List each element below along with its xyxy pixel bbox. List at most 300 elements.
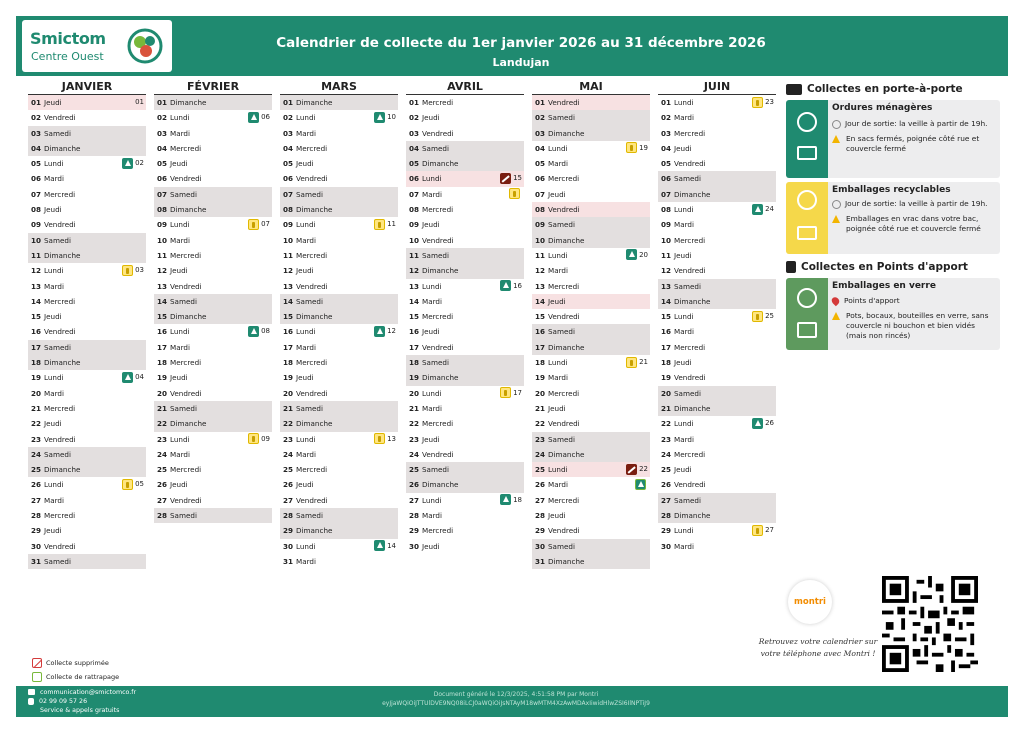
collection-badge — [248, 218, 270, 230]
week-number: 27 — [765, 526, 774, 535]
day-row — [154, 477, 272, 492]
day-weekday: Mercredi — [674, 235, 706, 245]
day-row — [532, 110, 650, 125]
day-number: 23 — [661, 434, 672, 444]
day-weekday: Mercredi — [170, 465, 202, 475]
day-number: 30 — [661, 541, 672, 551]
day-weekday: Lundi — [674, 526, 694, 536]
day-weekday: Samedi — [296, 403, 323, 413]
day-row — [406, 309, 524, 324]
day-number: 17 — [157, 342, 168, 352]
month-column — [532, 80, 650, 569]
day-weekday: Vendredi — [548, 312, 580, 322]
day-number: 24 — [661, 449, 672, 459]
day-row — [280, 401, 398, 416]
day-row — [28, 416, 146, 431]
day-weekday: Mercredi — [296, 250, 328, 260]
day-number: 11 — [157, 250, 168, 260]
logo-line1: Smictom — [30, 29, 106, 48]
household-waste-icon — [122, 158, 133, 169]
recycling-icon — [248, 219, 259, 230]
day-weekday: Samedi — [170, 511, 197, 521]
day-row — [532, 462, 650, 477]
day-number: 28 — [661, 511, 672, 521]
day-row — [658, 279, 776, 294]
day-number: 02 — [661, 113, 672, 123]
verre-card — [786, 278, 1000, 350]
day-row — [532, 248, 650, 263]
day-weekday: Mardi — [296, 556, 316, 566]
day-number: 26 — [157, 480, 168, 490]
week-number: 23 — [765, 98, 774, 106]
day-row — [658, 340, 776, 355]
day-weekday: Jeudi — [674, 358, 692, 368]
day-number: 04 — [157, 143, 168, 153]
day-row — [532, 416, 650, 431]
day-row — [28, 156, 146, 171]
day-number: 02 — [409, 113, 420, 123]
day-number: 25 — [31, 465, 42, 475]
recycling-icon — [248, 433, 259, 444]
day-weekday: Dimanche — [674, 296, 711, 306]
day-row — [280, 294, 398, 309]
day-number: 19 — [283, 373, 294, 383]
day-weekday: Mercredi — [44, 403, 76, 413]
day-number: 21 — [283, 403, 294, 413]
day-number: 04 — [31, 143, 42, 153]
week-number: 12 — [387, 327, 396, 336]
footer-email[interactable]: communication@smictomco.fr — [40, 689, 137, 696]
day-number: 03 — [661, 128, 672, 138]
leaf-logo-icon — [126, 27, 164, 65]
day-weekday: Lundi — [422, 174, 442, 184]
collection-badge — [752, 310, 774, 322]
day-number: 08 — [31, 205, 42, 215]
day-row — [658, 539, 776, 554]
household-waste-icon — [626, 249, 637, 260]
day-number: 24 — [535, 449, 546, 459]
day-number: 18 — [661, 358, 672, 368]
day-row — [28, 386, 146, 401]
day-number: 21 — [409, 403, 420, 413]
day-number: 16 — [283, 327, 294, 337]
day-row — [658, 324, 776, 339]
day-weekday: Mercredi — [44, 296, 76, 306]
day-weekday: Samedi — [170, 296, 197, 306]
day-number: 18 — [409, 358, 420, 368]
day-weekday: Vendredi — [548, 419, 580, 429]
day-weekday: Lundi — [170, 113, 190, 123]
day-weekday: Mercredi — [170, 143, 202, 153]
day-weekday: Mardi — [674, 434, 694, 444]
collection-badge — [752, 96, 774, 108]
glass-container-icon — [797, 322, 817, 338]
apport-section-title: Collectes en Points d'apport — [786, 258, 1000, 276]
truck-icon — [797, 226, 817, 240]
day-weekday: Jeudi — [674, 143, 692, 153]
page-title: Calendrier de collecte du 1er janvier 2026 au 31 décembre 2026 — [276, 35, 766, 51]
smictom-logo — [22, 20, 172, 72]
day-number: 10 — [409, 235, 420, 245]
day-row — [154, 126, 272, 141]
day-row — [28, 141, 146, 156]
day-number: 06 — [283, 174, 294, 184]
day-row — [280, 355, 398, 370]
day-weekday: Mardi — [170, 235, 190, 245]
day-number: 21 — [31, 403, 42, 413]
week-number: 25 — [765, 312, 774, 321]
day-number: 01 — [283, 98, 294, 107]
clock-icon — [832, 120, 841, 129]
emballages-line1: Jour de sortie: la veille à partir de 19h. — [832, 199, 996, 209]
day-row — [28, 523, 146, 538]
om-line2: En sacs fermés, poignée côté rue et couvercle fermé — [832, 134, 996, 154]
day-row — [154, 263, 272, 278]
day-row — [406, 248, 524, 263]
day-row — [28, 95, 146, 110]
day-row — [406, 187, 524, 202]
day-row — [406, 95, 524, 110]
day-number: 06 — [661, 174, 672, 184]
day-number: 10 — [535, 235, 546, 245]
day-row — [406, 508, 524, 523]
day-weekday: Mercredi — [548, 174, 580, 184]
day-weekday: Lundi — [674, 419, 694, 429]
day-number: 11 — [283, 250, 294, 260]
day-weekday: Lundi — [674, 312, 694, 322]
collection-badge — [248, 433, 270, 445]
recycling-icon — [626, 142, 637, 153]
day-row — [658, 294, 776, 309]
day-number: 15 — [661, 312, 672, 322]
collection-badge — [248, 111, 270, 123]
day-number: 06 — [31, 174, 42, 184]
week-number: 21 — [639, 358, 648, 367]
day-number: 27 — [409, 495, 420, 505]
day-weekday: Jeudi — [422, 434, 440, 444]
day-number: 15 — [31, 312, 42, 322]
day-number: 12 — [283, 266, 294, 276]
week-number: 24 — [765, 205, 774, 214]
day-row — [154, 248, 272, 263]
day-weekday: Jeudi — [44, 312, 62, 322]
day-row — [658, 508, 776, 523]
day-number: 01 — [31, 98, 42, 107]
day-row — [658, 171, 776, 186]
day-row — [532, 141, 650, 156]
day-row — [658, 462, 776, 477]
day-row — [280, 508, 398, 523]
day-row — [28, 447, 146, 462]
day-row — [280, 263, 398, 278]
collection-badge — [500, 280, 522, 292]
day-number: 26 — [31, 480, 42, 490]
day-weekday: Mercredi — [674, 449, 706, 459]
day-row — [406, 324, 524, 339]
day-number: 20 — [31, 388, 42, 398]
week-number: 11 — [387, 220, 396, 229]
day-weekday: Lundi — [296, 434, 316, 444]
day-number: 10 — [283, 235, 294, 245]
month-header: FÉVRIER — [154, 80, 272, 95]
recycling-icon — [122, 479, 133, 490]
recycling-icon — [374, 219, 385, 230]
collection-badge — [752, 417, 774, 429]
recycling-icon — [509, 188, 520, 199]
legend-suppressed: Collecte supprimée — [32, 656, 119, 670]
day-weekday: Vendredi — [296, 174, 328, 184]
day-row — [658, 95, 776, 110]
day-row — [532, 508, 650, 523]
day-row — [658, 248, 776, 263]
day-row — [406, 294, 524, 309]
day-number: 15 — [409, 312, 420, 322]
day-weekday: Mercredi — [548, 495, 580, 505]
collection-badge — [122, 157, 144, 169]
day-number: 13 — [535, 281, 546, 291]
legend — [32, 656, 119, 684]
day-number: 17 — [31, 342, 42, 352]
day-row — [280, 233, 398, 248]
day-weekday: Lundi — [674, 205, 694, 215]
day-row — [154, 508, 272, 523]
day-number: 07 — [283, 189, 294, 199]
page-subtitle: Landujan — [492, 56, 550, 69]
warning-icon — [832, 312, 840, 320]
day-row — [280, 447, 398, 462]
day-number: 22 — [31, 419, 42, 429]
day-number: 09 — [409, 220, 420, 230]
day-number: 08 — [661, 205, 672, 215]
verre-strip — [786, 278, 828, 350]
day-weekday: Mardi — [44, 495, 64, 505]
day-weekday: Mardi — [170, 342, 190, 352]
day-weekday: Jeudi — [170, 373, 188, 383]
day-row — [154, 294, 272, 309]
day-weekday: Mercredi — [422, 526, 454, 536]
day-weekday: Dimanche — [296, 526, 333, 536]
day-number: 20 — [409, 388, 420, 398]
day-row — [532, 432, 650, 447]
day-number: 16 — [535, 327, 546, 337]
day-weekday: Dimanche — [170, 312, 207, 322]
day-number: 10 — [31, 235, 42, 245]
day-row — [406, 279, 524, 294]
day-weekday: Vendredi — [296, 388, 328, 398]
collection-badge — [626, 356, 648, 368]
day-row — [532, 340, 650, 355]
week-number: 03 — [135, 266, 144, 275]
day-row — [532, 126, 650, 141]
logo-line2: Centre Ouest — [31, 50, 104, 63]
day-weekday: Vendredi — [170, 281, 202, 291]
day-row — [406, 386, 524, 401]
day-weekday: Dimanche — [674, 511, 711, 521]
location-pin-icon — [830, 296, 841, 307]
mail-icon — [28, 689, 35, 695]
day-row — [658, 187, 776, 202]
day-row — [280, 171, 398, 186]
emballages-card — [786, 182, 1000, 254]
day-number: 07 — [535, 189, 546, 199]
collection-badge — [122, 371, 144, 383]
day-weekday: Mercredi — [422, 98, 454, 107]
day-number: 28 — [157, 511, 168, 521]
day-row — [532, 355, 650, 370]
day-number: 16 — [31, 327, 42, 337]
collection-badge — [500, 494, 522, 506]
day-weekday: Mardi — [674, 220, 694, 230]
day-number: 17 — [283, 342, 294, 352]
day-weekday: Dimanche — [548, 235, 585, 245]
montri-logo: montri — [788, 580, 832, 624]
month-column — [658, 80, 776, 554]
day-row — [154, 416, 272, 431]
day-number: 11 — [409, 250, 420, 260]
day-number: 18 — [157, 358, 168, 368]
sidebar-legend — [786, 80, 1000, 354]
day-row — [532, 309, 650, 324]
collection-badge — [626, 249, 648, 261]
month-header: MARS — [280, 80, 398, 95]
day-row — [406, 126, 524, 141]
day-weekday: Dimanche — [548, 556, 585, 566]
day-number: 28 — [31, 511, 42, 521]
footer-phone[interactable]: 02 99 09 57 26 — [39, 698, 88, 706]
day-row — [28, 279, 146, 294]
day-row — [28, 126, 146, 141]
week-number: 10 — [387, 113, 396, 122]
day-row — [154, 141, 272, 156]
day-row — [532, 217, 650, 232]
day-weekday: Mardi — [170, 128, 190, 138]
day-number: 13 — [31, 281, 42, 291]
day-weekday: Samedi — [548, 113, 575, 123]
day-row — [532, 401, 650, 416]
day-weekday: Vendredi — [674, 266, 706, 276]
day-weekday: Vendredi — [422, 342, 454, 352]
om-title: Ordures ménagères — [832, 103, 933, 113]
household-waste-icon — [248, 112, 259, 123]
day-number: 09 — [661, 220, 672, 230]
day-weekday: Mardi — [296, 235, 316, 245]
day-number: 07 — [157, 189, 168, 199]
day-weekday: Jeudi — [296, 266, 314, 276]
day-number: 07 — [409, 189, 420, 199]
day-number: 08 — [409, 205, 420, 215]
day-number: 30 — [283, 541, 294, 551]
day-row — [28, 355, 146, 370]
warning-icon — [832, 215, 840, 223]
day-weekday: Jeudi — [422, 220, 440, 230]
day-number: 18 — [283, 358, 294, 368]
day-number: 05 — [157, 159, 168, 169]
day-number: 22 — [283, 419, 294, 429]
day-weekday: Jeudi — [674, 465, 692, 475]
day-weekday: Jeudi — [548, 511, 566, 521]
day-row — [154, 202, 272, 217]
day-number: 01 — [409, 98, 420, 107]
day-number: 09 — [157, 220, 168, 230]
day-number: 12 — [661, 266, 672, 276]
collection-badge — [374, 325, 396, 337]
day-weekday: Vendredi — [422, 449, 454, 459]
day-row — [532, 263, 650, 278]
collection-badge — [752, 203, 774, 215]
day-weekday: Vendredi — [548, 98, 580, 107]
week-number: 09 — [261, 434, 270, 443]
day-number: 02 — [157, 113, 168, 123]
day-number: 09 — [31, 220, 42, 230]
day-number: 01 — [157, 98, 168, 107]
day-number: 02 — [535, 113, 546, 123]
day-row — [658, 447, 776, 462]
qr-code-icon[interactable] — [882, 576, 978, 672]
day-number: 01 — [535, 98, 546, 107]
day-weekday: Dimanche — [44, 358, 81, 368]
day-number: 23 — [409, 434, 420, 444]
day-number: 30 — [31, 541, 42, 551]
day-number: 21 — [661, 403, 672, 413]
day-weekday: Dimanche — [44, 250, 81, 260]
day-row — [154, 95, 272, 110]
day-row — [532, 370, 650, 385]
day-weekday: Mardi — [674, 327, 694, 337]
day-number: 06 — [157, 174, 168, 184]
day-number: 23 — [157, 434, 168, 444]
day-row — [658, 386, 776, 401]
trash-bag-icon — [797, 112, 817, 132]
day-weekday: Lundi — [296, 113, 316, 123]
collection-badge — [500, 387, 522, 399]
day-row — [28, 432, 146, 447]
week-number: 19 — [639, 143, 648, 152]
day-row — [658, 370, 776, 385]
day-row — [28, 171, 146, 186]
day-number: 28 — [535, 511, 546, 521]
day-weekday: Samedi — [296, 189, 323, 199]
day-weekday: Lundi — [296, 327, 316, 337]
household-waste-icon — [374, 112, 385, 123]
day-weekday: Lundi — [548, 358, 568, 368]
day-row — [280, 141, 398, 156]
day-row — [28, 462, 146, 477]
recycling-icon — [374, 433, 385, 444]
day-weekday: Jeudi — [44, 419, 62, 429]
day-row — [280, 340, 398, 355]
day-weekday: Lundi — [44, 266, 64, 276]
day-row — [28, 294, 146, 309]
day-weekday: Lundi — [44, 373, 64, 383]
collection-badge — [626, 463, 648, 475]
day-number: 31 — [535, 556, 546, 566]
bottles-icon — [797, 190, 817, 210]
day-row — [658, 156, 776, 171]
day-row — [406, 477, 524, 492]
day-weekday: Vendredi — [422, 235, 454, 245]
day-weekday: Mercredi — [170, 358, 202, 368]
day-number: 30 — [409, 541, 420, 551]
day-row — [280, 370, 398, 385]
day-row — [406, 523, 524, 538]
day-number: 24 — [283, 449, 294, 459]
day-row — [658, 432, 776, 447]
day-row — [532, 171, 650, 186]
day-number: 28 — [409, 511, 420, 521]
suppressed-collection-icon — [626, 464, 637, 475]
week-number: 02 — [135, 159, 144, 168]
day-number: 13 — [661, 281, 672, 291]
